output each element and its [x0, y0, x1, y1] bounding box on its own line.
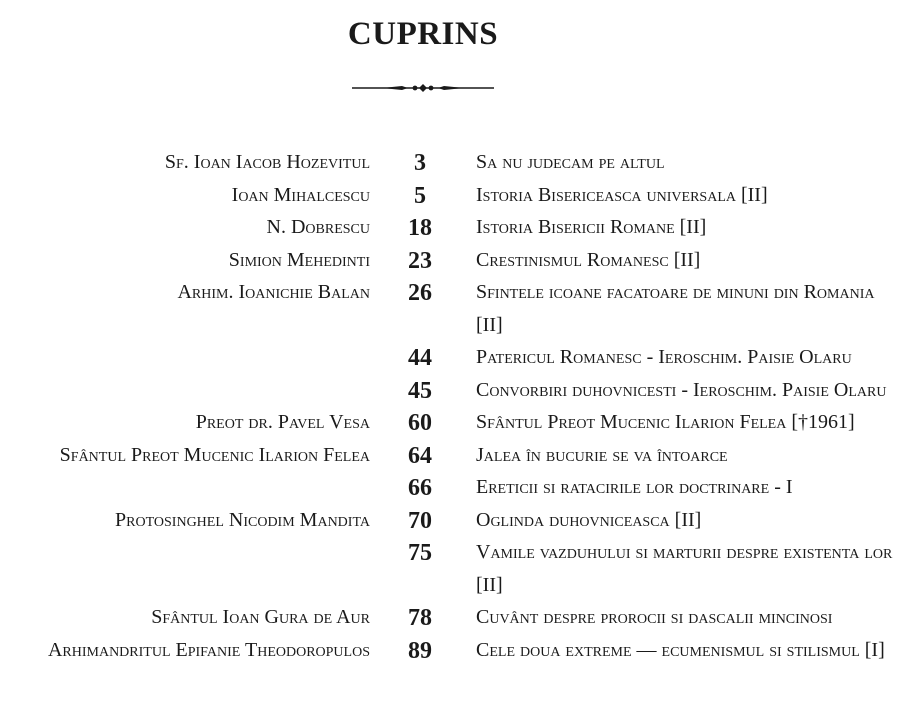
toc-title: Jalea în bucurie se va întoarce — [476, 443, 728, 466]
toc-page-number: 70 — [408, 507, 432, 534]
toc-entry[interactable] — [0, 211, 920, 244]
toc-entry[interactable] — [0, 146, 920, 179]
toc-page-number: 60 — [408, 410, 432, 436]
toc-title: Sa nu judecam pe altul — [476, 151, 665, 173]
toc-page-number: 89 — [408, 637, 432, 664]
page-title: CUPRINS — [347, 16, 499, 52]
toc-author: Simion Mehedinti — [228, 248, 370, 271]
toc-page-number: 45 — [408, 377, 432, 404]
toc-entry[interactable] — [0, 634, 920, 667]
toc-title: Vamile vazduhului si marturii despre existenta lor [II] — [476, 541, 893, 596]
toc-entry[interactable] — [0, 244, 920, 277]
toc-author: Preot dr. Pavel Vesa — [195, 411, 370, 433]
toc-title: Cuvânt despre prorocii si dascalii mincinosi — [476, 606, 833, 628]
toc-page-number: 78 — [408, 605, 432, 631]
toc-title: Sfântul Preot Mucenic Ilarion Felea [†1961] — [476, 411, 855, 433]
toc-author: Sf. Ioan Iacob Hozevitul — [164, 151, 370, 173]
toc-page-number: 64 — [408, 442, 432, 469]
toc-page-number: 23 — [408, 247, 432, 274]
toc-author: N. Dobrescu — [266, 216, 370, 238]
toc-author: Sfântul Preot Mucenic Ilarion Felea — [59, 443, 370, 466]
toc-author: Ioan Mihalcescu — [231, 183, 370, 206]
toc-entry[interactable] — [0, 276, 920, 341]
toc-page-number: 18 — [408, 215, 432, 241]
toc-author: Sfântul Ioan Gura de Aur — [151, 606, 370, 628]
toc-entry[interactable] — [0, 406, 920, 439]
toc-page-number: 66 — [408, 475, 432, 501]
toc-entry[interactable] — [0, 471, 920, 504]
toc-page-number: 26 — [408, 280, 432, 306]
toc-title: Sfintele icoane facatoare de minuni din Romania [II] — [476, 281, 875, 336]
toc-title: Convorbiri duhovnicesti - Ieroschim. Paisie Olaru — [476, 378, 887, 401]
toc-author: Arhim. Ioanichie Balan — [177, 281, 370, 303]
toc-title: Istoria Bisericii Romane [II] — [476, 216, 707, 238]
toc-page-number: 44 — [408, 345, 432, 371]
toc-title: Cele doua extreme — ecumenismul si stilismul [I] — [476, 638, 885, 661]
toc-entry[interactable] — [0, 504, 920, 537]
ornament-divider-icon — [352, 80, 494, 96]
toc-page-number: 5 — [414, 182, 426, 209]
toc-author: Arhimandritul Epifanie Theodoropulos — [47, 638, 370, 661]
toc-title: Ereticii si ratacirile lor doctrinare - I — [476, 476, 793, 498]
toc-author: Protosinghel Nicodim Mandita — [115, 508, 370, 531]
table-of-contents — [0, 146, 920, 666]
toc-title: Patericul Romanesc - Ieroschim. Paisie Olaru — [476, 346, 852, 368]
toc-entry[interactable] — [0, 341, 920, 374]
toc-entry[interactable] — [0, 374, 920, 407]
toc-title: Oglinda duhovniceasca [II] — [476, 508, 702, 531]
toc-entry[interactable] — [0, 439, 920, 472]
toc-page-number: 3 — [414, 150, 426, 176]
toc-title: Istoria Bisericeasca universala [II] — [476, 183, 768, 206]
toc-entry[interactable] — [0, 601, 920, 634]
toc-entry[interactable] — [0, 536, 920, 601]
toc-title: Crestinismul Romanesc [II] — [476, 248, 701, 271]
toc-page-number: 75 — [408, 540, 432, 566]
toc-entry[interactable] — [0, 179, 920, 212]
